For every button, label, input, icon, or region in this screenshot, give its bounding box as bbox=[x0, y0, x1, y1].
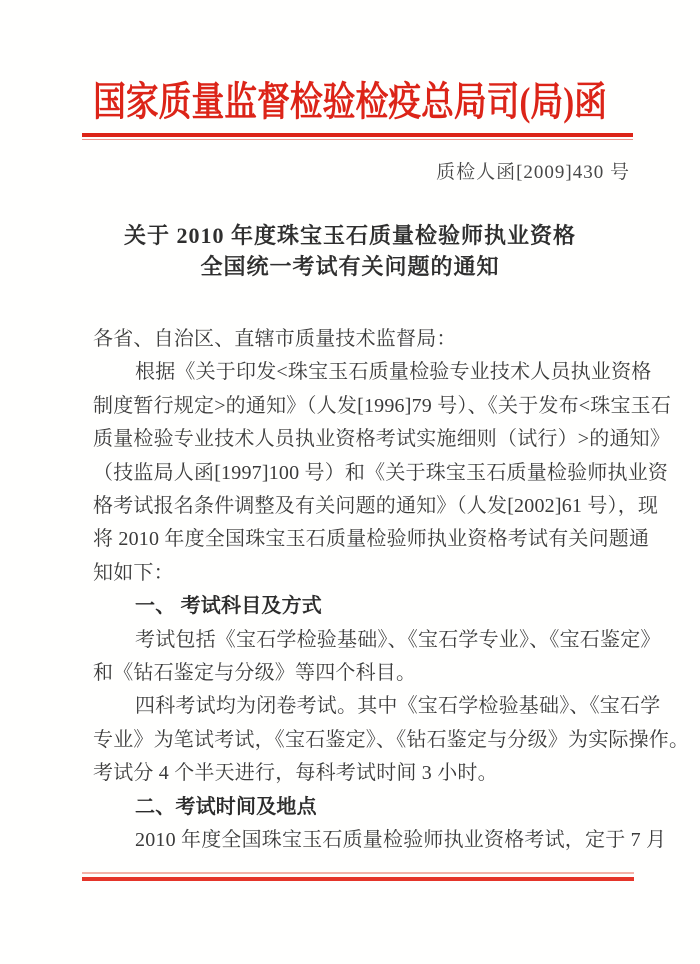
document-line: 四科考试均为闭卷考试。其中《宝石学检验基础》、《宝石学 bbox=[135, 695, 661, 718]
notice-title-line-1: 关于 2010 年度珠宝玉石质量检验师执业资格 bbox=[123, 223, 576, 248]
document-line: 考试分 4 个半天进行，每科考试时间 3 小时。 bbox=[93, 762, 498, 785]
document-line: 二、考试时间及地点 bbox=[135, 795, 317, 818]
document-reference-number: 质检人函[2009]430 号 bbox=[436, 162, 630, 183]
header-rule-thin-line bbox=[82, 139, 633, 140]
agency-header-title: 国家质量监督检验检疫总局司(局)函 bbox=[93, 79, 607, 124]
document-line: 和《钻石鉴定与分级》等四个科目。 bbox=[93, 662, 417, 685]
notice-title-line-2: 全国统一考试有关问题的通知 bbox=[200, 254, 500, 279]
footer-rule-thick-line bbox=[82, 877, 634, 881]
document-line: 知如下： bbox=[93, 561, 174, 584]
notice-title bbox=[0, 220, 700, 282]
document-line: 2010 年度全国珠宝玉石质量检验师执业资格考试，定于 7 月 bbox=[135, 829, 667, 852]
document-line: 专业》为笔试考试，《宝石鉴定》、《钻石鉴定与分级》为实际操作。 bbox=[93, 728, 690, 751]
document-body bbox=[93, 323, 690, 858]
document-line: 各省、自治区、直辖市质量技术监督局： bbox=[93, 328, 457, 350]
document-line: （技监局人函[1997]100 号）和《关于珠宝玉石质量检验师执业资 bbox=[93, 461, 669, 484]
document-line: 将 2010 年度全国珠宝玉石质量检验师执业资格考试有关问题通 bbox=[93, 528, 650, 551]
document-line: 考试包括《宝石学检验基础》、《宝石学专业》、《宝石鉴定》 bbox=[135, 628, 661, 651]
document-line: 制度暂行规定>的通知》（人发[1996]79 号）、《关于发布<珠宝玉石 bbox=[93, 394, 672, 417]
document-line: 一、 考试科目及方式 bbox=[135, 595, 322, 618]
header-rule-thick-line bbox=[82, 133, 633, 137]
footer-rule-thin-line bbox=[82, 872, 634, 874]
document-line: 质量检验专业技术人员执业资格考试实施细则（试行）>的通知》 bbox=[93, 428, 671, 451]
document-line: 格考试报名条件调整及有关问题的通知》（人发[2002]61 号），现 bbox=[93, 495, 659, 518]
document-line: 根据《关于印发<珠宝玉石质量检验专业技术人员执业资格 bbox=[135, 361, 652, 384]
footer-divider-rule bbox=[82, 872, 634, 881]
header-divider-rule bbox=[82, 133, 633, 140]
